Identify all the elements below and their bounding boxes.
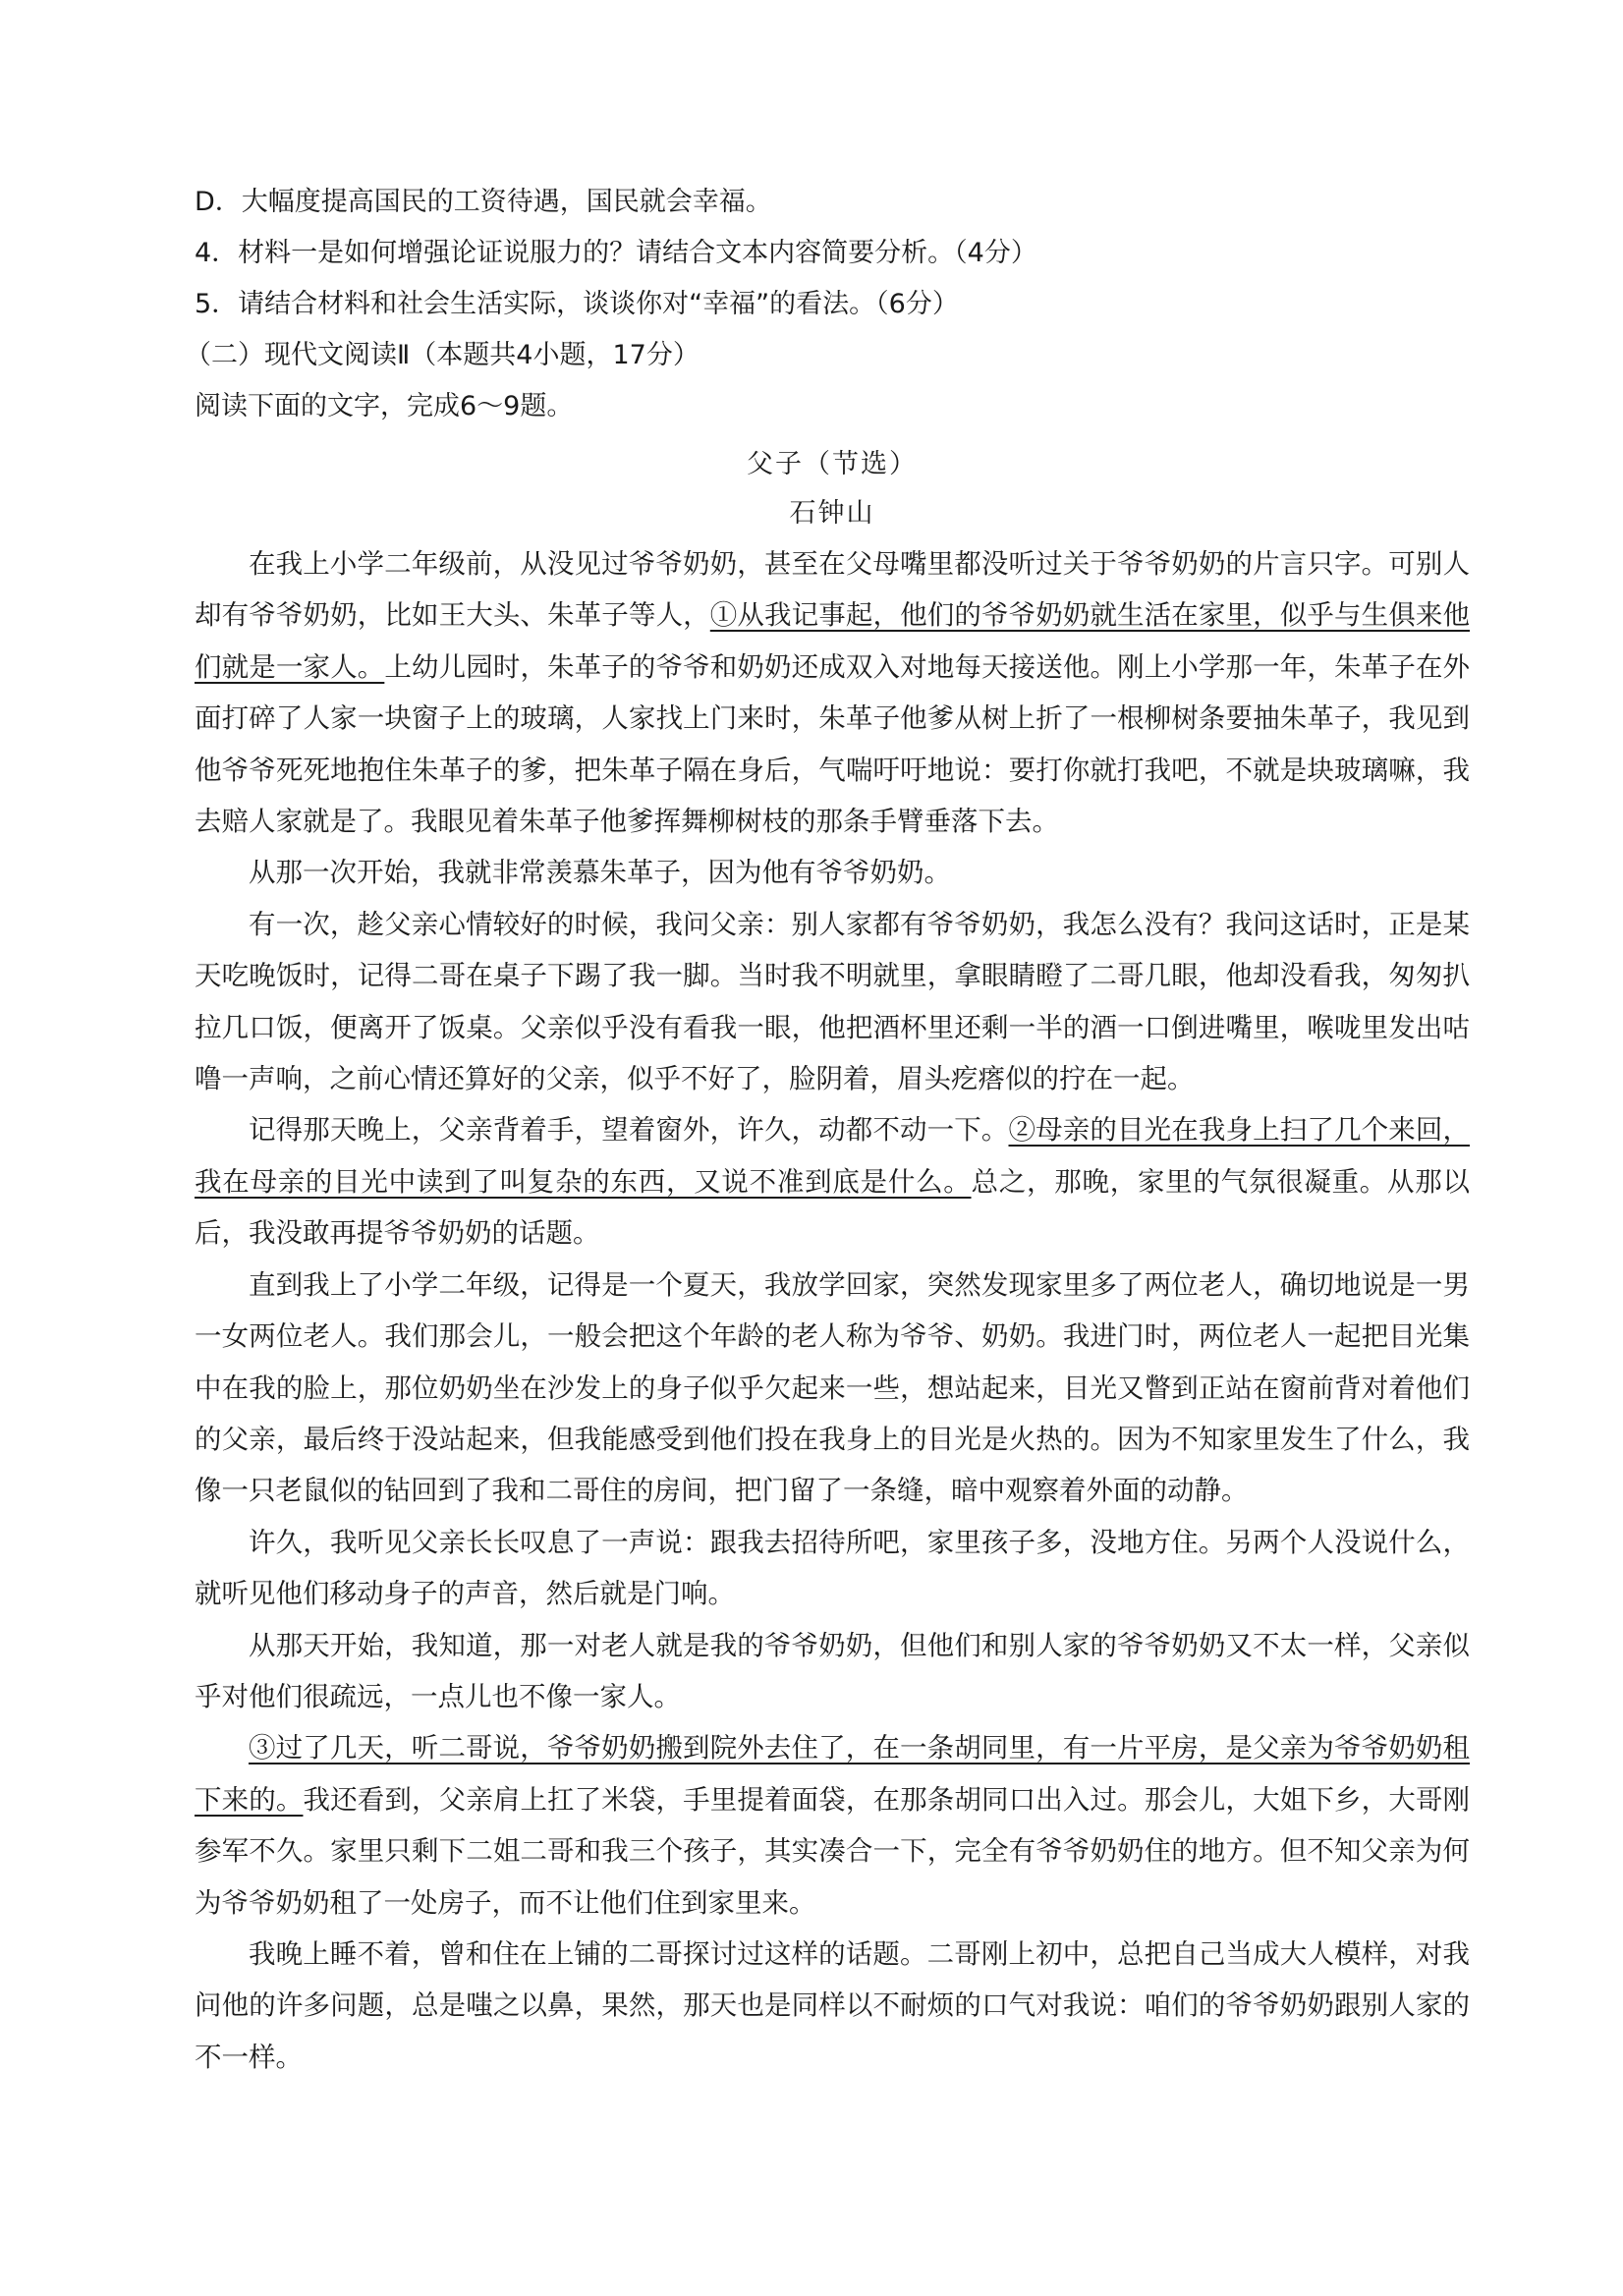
paragraph-1 — [195, 538, 1470, 847]
paragraph-4 — [195, 1104, 1470, 1259]
paragraph-8 — [195, 1722, 1470, 1929]
paragraph-5: 直到我上了小学二年级，记得是一个夏天，我放学回家，突然发现家里多了两位老人，确切地说是一男一女两位老人。我们那会儿，一般会把这个年龄的老人称为爷爷、奶奶。我进门时，两位老人一起把目光集中在我的脸上，那位奶奶坐在沙发上的身子似乎欠起来一些，想站起来，目光又瞥到正站在窗前背对着他们的父亲，最后终于没站起来，但我能感受到他们投在我身上的目光是火热的。因为不知家里发生了什么，我像一只老鼠似的钻回到了我和二哥住的房间，把门留了一条缝，暗中观察着外面的动静。 — [195, 1268, 1470, 1507]
section-header: （二）现代文阅读Ⅱ（本题共4小题，17分） — [185, 340, 700, 370]
question-4: 4．材料一是如何增强论证说服力的？请结合文本内容简要分析。（4分） — [195, 238, 1037, 268]
article-author: 石钟山 — [789, 498, 875, 529]
page-content — [185, 177, 1471, 2083]
underlined-sentence-1: ①从我记事起，他们的爷爷奶奶就生活在家里，似乎与生俱来他们就是一家人。 — [195, 599, 1471, 683]
reading-instruction: 阅读下面的文字，完成6～9题。 — [195, 391, 574, 421]
paragraph-1-text-b: 上幼儿园时，朱革子的爷爷和奶奶还成双入对地每天接送他。刚上小学那一年，朱革子在外面打碎了人家一块窗子上的玻璃，人家找上门来时，朱革子他爹从树上折了一根柳树条要抽朱革子，我见到他爷爷死死地抱住朱革子的爹，把朱革子隔在身后，气喘吁吁地说：要打你就打我吧，不就是块玻璃嘛，我去赔人家就是了。我眼见着朱革子他爹挥舞柳树枝的那条手臂垂落下去。 — [195, 650, 1471, 838]
paragraph-1-text-a: 在我上小学二年级前，从没见过爷爷奶奶，甚至在父母嘴里都没听过关于爷爷奶奶的片言只字。可别人却有爷爷奶奶，比如王大头、朱革子等人， — [195, 548, 1470, 632]
underlined-sentence-3: ③过了几天，听二哥说，爷爷奶奶搬到院外去住了，在一条胡同里，有一片平房，是父亲为爷爷奶奶租下来的。 — [195, 1732, 1470, 1816]
paragraph-8-text-b: 我还看到，父亲肩上扛了米袋，手里提着面袋，在那条胡同口出入过。那会儿，大姐下乡，大哥刚参军不久。家里只剩下二姐二哥和我三个孩子，其实凑合一下，完全有爷爷奶奶住的地方。但不知父亲为何为爷爷奶奶租了一处房子，而不让他们住到家里来。 — [195, 1783, 1471, 1919]
question-5: 5．请结合材料和社会生活实际，谈谈你对“幸福”的看法。（6分） — [195, 289, 959, 319]
paragraph-9: 我晚上睡不着，曾和住在上铺的二哥探讨过这样的话题。二哥刚上初中，总把自己当成大人模样，对我问他的许多问题，总是嗤之以鼻，果然，那天也是同样以不耐烦的口气对我说：咱们的爷爷奶奶跟别人家的不一样。 — [195, 1937, 1470, 2073]
paragraph-4-text-a: 记得那天晚上，父亲背着手，望着窗外，许久，动都不动一下。 — [249, 1114, 1009, 1147]
paragraph-2: 从那一次开始，我就非常羡慕朱革子，因为他有爷爷奶奶。 — [249, 857, 951, 889]
paragraph-7: 从那天开始，我知道，那一对老人就是我的爷爷奶奶，但他们和别人家的爷爷奶奶又不太一样，父亲似乎对他们很疏远，一点儿也不像一家人。 — [195, 1629, 1470, 1712]
paragraph-3: 有一次，趁父亲心情较好的时候，我问父亲：别人家都有爷爷奶奶，我怎么没有？我问这话时，正是某天吃晚饭时，记得二哥在桌子下踢了我一脚。当时我不明就里，拿眼睛瞪了二哥几眼，他却没看我，匆匆扒拉几口饭，便离开了饭桌。父亲似乎没有看我一眼，他把酒杯里还剩一半的酒一口倒进嘴里，喉咙里发出咕噜一声响，之前心情还算好的父亲，似乎不好了，脸阴着，眉头疙瘩似的拧在一起。 — [195, 908, 1470, 1095]
option-d: D．大幅度提高国民的工资待遇，国民就会幸福。 — [195, 187, 772, 217]
paragraph-6: 许久，我听见父亲长长叹息了一声说：跟我去招待所吧，家里孩子多，没地方住。另两个人没说什么，就听见他们移动身子的声音，然后就是门响。 — [195, 1526, 1470, 1610]
article-title: 父子（节选） — [747, 449, 918, 479]
underlined-sentence-2: ②母亲的目光在我身上扫了几个来回，我在母亲的目光中读到了叫复杂的东西，又说不准到底是什么。 — [195, 1114, 1470, 1198]
paragraph-4-text-b: 总之，那晚，家里的气氛很凝重。从那以后，我没敢再提爷爷奶奶的话题。 — [195, 1165, 1470, 1250]
